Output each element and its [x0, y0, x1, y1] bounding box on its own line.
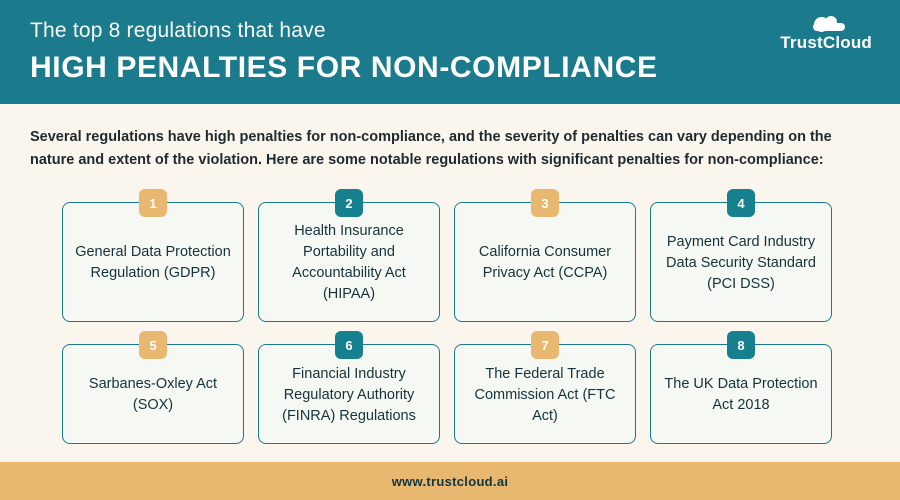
intro-paragraph: Several regulations have high penalties for non-compliance, and the severity of penalties can vary depending on the nature and extent of the violation. Here are some notable regulations with significant penalties for non-compliance: [30, 129, 832, 168]
card-label-5: Sarbanes-Oxley Act (SOX) [88, 376, 218, 413]
card-label-4: Payment Card Industry Data Security Standard (PCI DSS) [666, 233, 816, 292]
regulation-card-grid [0, 172, 900, 462]
trustcloud-logo [780, 16, 872, 53]
card-number-badge-4: 4 [727, 189, 755, 217]
footer-url[interactable]: www.trustcloud.ai [391, 473, 509, 489]
card-number-badge-1: 1 [139, 189, 167, 217]
regulation-card-6 [258, 337, 440, 444]
card-label-7: The Federal Trade Commission Act (FTC Act) [474, 365, 616, 424]
card-label-2: Health Insurance Portability and Accountability Act (HIPAA) [292, 223, 406, 302]
regulation-card-7 [454, 337, 636, 444]
regulation-card-5 [62, 337, 244, 444]
footer-bar [0, 462, 900, 500]
card-number-badge-7: 7 [531, 331, 559, 359]
regulation-card-2 [258, 195, 440, 322]
header-subtitle: The top 8 regulations that have [30, 19, 326, 42]
regulation-card-1 [62, 195, 244, 322]
card-number-badge-3: 3 [531, 189, 559, 217]
card-label-6: Financial Industry Regulatory Authority (FINRA) Regulations [282, 365, 416, 424]
regulation-card-8 [650, 337, 832, 444]
card-number-badge-2: 2 [335, 189, 363, 217]
card-label-8: The UK Data Protection Act 2018 [664, 376, 818, 413]
card-label-3: California Consumer Privacy Act (CCPA) [478, 244, 612, 281]
regulation-card-4 [650, 195, 832, 322]
regulation-card-3 [454, 195, 636, 322]
card-number-badge-6: 6 [335, 331, 363, 359]
cloud-icon [812, 16, 846, 31]
card-number-badge-5: 5 [139, 331, 167, 359]
card-number-badge-8: 8 [727, 331, 755, 359]
header-banner [0, 0, 900, 104]
page-title: HIGH PENALTIES FOR NON-COMPLIANCE [30, 51, 658, 84]
card-label-1: General Data Protection Regulation (GDPR) [75, 244, 231, 281]
logo-text: TrustCloud [780, 33, 872, 52]
